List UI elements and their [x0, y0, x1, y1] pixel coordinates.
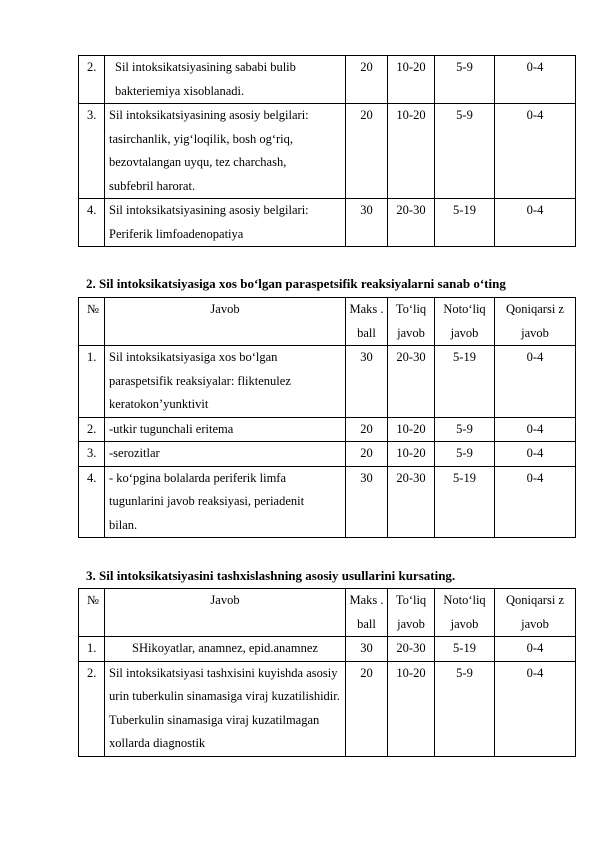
answer-text — [105, 56, 346, 104]
unsatisfactory-score: 0-4 — [495, 56, 576, 104]
table-row — [79, 442, 576, 467]
criteria-table-3 — [78, 588, 576, 757]
unsatisfactory-score: 0-4 — [495, 417, 576, 442]
answer-text: - ko‘pgina bolalarda periferik limfa tugunlarini javob reaksiyasi, periadenit bilan. — [105, 466, 346, 538]
max-score: 20 — [346, 442, 388, 467]
unsatisfactory-score: 0-4 — [495, 346, 576, 418]
row-number: 2. — [79, 417, 105, 442]
max-score: 20 — [346, 417, 388, 442]
incomplete-score: 5-9 — [435, 104, 495, 199]
criteria-table-1 — [78, 55, 576, 247]
incomplete-score: 5-9 — [435, 661, 495, 756]
unsatisfactory-score: 0-4 — [495, 199, 576, 247]
answer-text: -serozitlar — [105, 442, 346, 467]
incomplete-score: 5-9 — [435, 417, 495, 442]
max-score: 20 — [346, 104, 388, 199]
row-number: 3. — [79, 442, 105, 467]
answer-text: Sil intoksikatsiyasi tashxisini kuyishda asosiy urin tuberkulin sinamasiga viraj kuzatilishidir. Tuberkulin sinamasiga viraj kuzatilmagan xollarda diagnostik — [105, 661, 346, 756]
table-row — [79, 56, 576, 104]
max-score: 20 — [346, 56, 388, 104]
unsatisfactory-score: 0-4 — [495, 637, 576, 662]
max-score: 30 — [346, 346, 388, 418]
correct-score: 20-30 — [388, 637, 435, 662]
correct-column-header: To‘liq javob — [388, 589, 435, 637]
answer-column-header: Javob — [105, 298, 346, 346]
correct-score: 10-20 — [388, 417, 435, 442]
table-header-row — [79, 589, 576, 637]
correct-score: 10-20 — [388, 56, 435, 104]
incomplete-score: 5-9 — [435, 56, 495, 104]
table-row — [79, 661, 576, 756]
unsatisfactory-score: 0-4 — [495, 466, 576, 538]
row-number: 4. — [79, 466, 105, 538]
row-number: 2. — [79, 56, 105, 104]
incomplete-score: 5-19 — [435, 637, 495, 662]
section-3-title: 3. Sil intoksikatsiyasini tashxislashning asosiy usullarini kursating. — [86, 568, 456, 583]
max-score: 20 — [346, 661, 388, 756]
answer-text: SHikoyatlar, anamnez, epid.anamnez — [105, 637, 346, 662]
max-score: 30 — [346, 637, 388, 662]
unsatisfactory-column-header: Qoniqarsi z javob — [495, 298, 576, 346]
table-header-row — [79, 298, 576, 346]
answer-text: Sil intoksikatsiyasining asosiy belgilari: Periferik limfoadenopatiya — [105, 199, 346, 247]
incomplete-column-header: Noto‘liq javob — [435, 298, 495, 346]
row-number: 1. — [79, 346, 105, 418]
table-row — [79, 466, 576, 538]
answer-column-header: Javob — [105, 589, 346, 637]
unsatisfactory-score: 0-4 — [495, 442, 576, 467]
max-column-header: Maks . ball — [346, 298, 388, 346]
criteria-table-2 — [78, 297, 576, 538]
correct-score: 20-30 — [388, 199, 435, 247]
row-number: 3. — [79, 104, 105, 199]
max-score: 30 — [346, 199, 388, 247]
table-row — [79, 199, 576, 247]
table-row — [79, 417, 576, 442]
row-number: 2. — [79, 661, 105, 756]
max-score: 30 — [346, 466, 388, 538]
incomplete-score: 5-9 — [435, 442, 495, 467]
correct-score: 10-20 — [388, 661, 435, 756]
max-column-header: Maks . ball — [346, 589, 388, 637]
correct-score: 20-30 — [388, 466, 435, 538]
table-row — [79, 104, 576, 199]
answer-text-content: Sil intoksikatsiyasining sababi bulib bakteriemiya xisoblanadi. — [115, 60, 296, 98]
unsatisfactory-score: 0-4 — [495, 661, 576, 756]
table-row — [79, 637, 576, 662]
answer-text: -utkir tugunchali eritema — [105, 417, 346, 442]
row-number: 1. — [79, 637, 105, 662]
correct-score: 20-30 — [388, 346, 435, 418]
incomplete-score: 5-19 — [435, 346, 495, 418]
answer-text: Sil intoksikatsiyasining asosiy belgilari: tasirchanlik, yig‘loqilik, bosh og‘riq, bezovtalangan uyqu, tez charchash, subfebril harorat. — [105, 104, 346, 199]
number-column-header: № — [79, 589, 105, 637]
section-2-title: 2. Sil intoksikatsiyasiga xos bo‘lgan paraspetsifik reaksiyalarni sanab o‘ting — [86, 276, 506, 291]
correct-score: 10-20 — [388, 442, 435, 467]
incomplete-column-header: Noto‘liq javob — [435, 589, 495, 637]
row-number: 4. — [79, 199, 105, 247]
correct-column-header: To‘liq javob — [388, 298, 435, 346]
incomplete-score: 5-19 — [435, 199, 495, 247]
table-row — [79, 346, 576, 418]
number-column-header: № — [79, 298, 105, 346]
correct-score: 10-20 — [388, 104, 435, 199]
unsatisfactory-column-header: Qoniqarsi z javob — [495, 589, 576, 637]
incomplete-score: 5-19 — [435, 466, 495, 538]
unsatisfactory-score: 0-4 — [495, 104, 576, 199]
answer-text: Sil intoksikatsiyasiga xos bo‘lgan paraspetsifik reaksiyalar: fliktenulez keratokon’yunktivit — [105, 346, 346, 418]
